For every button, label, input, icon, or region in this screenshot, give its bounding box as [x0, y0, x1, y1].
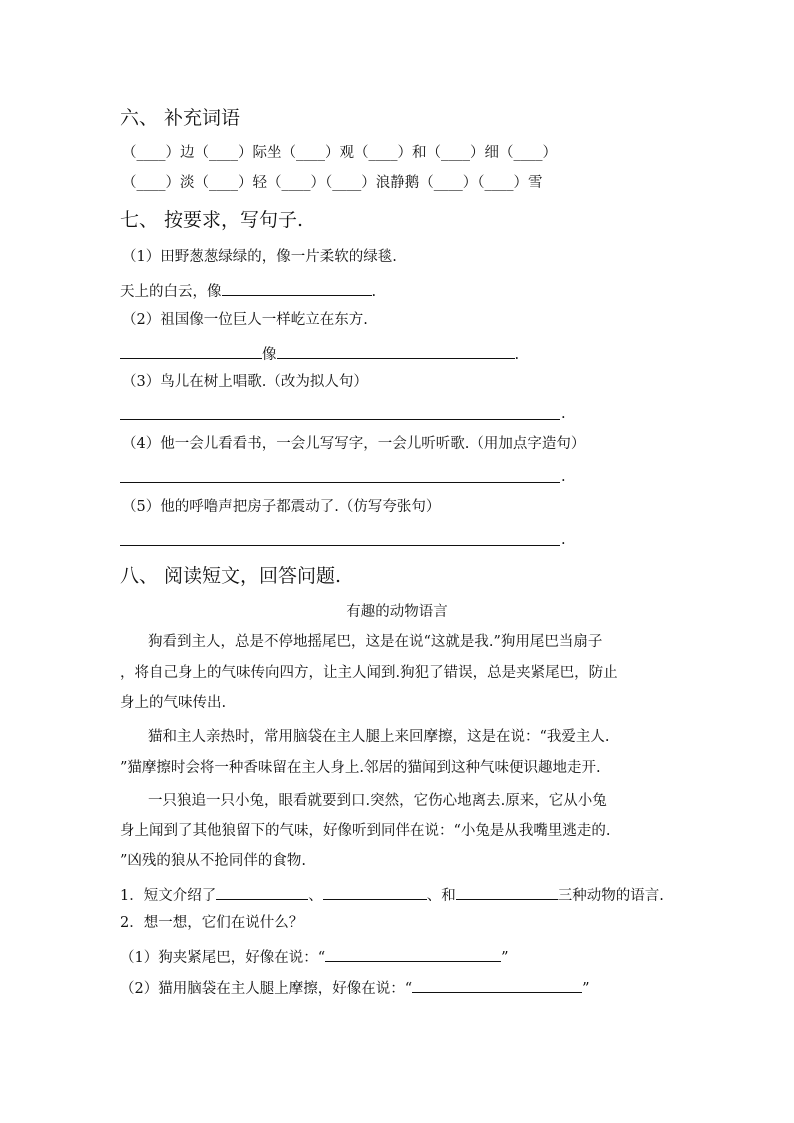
passage-title: 有趣的动物语言 — [346, 604, 448, 620]
answer-blank[interactable] — [325, 947, 501, 962]
passage-line: 身上的气味传出. — [120, 695, 227, 711]
s7-question-1: （1）田野葱葱绿绿的，像一片柔软的绿毯. — [122, 249, 397, 265]
closing-quote: ” — [501, 950, 509, 966]
s7-answer-1 — [120, 281, 376, 300]
section7-heading: 七、 按要求，写句子. — [120, 209, 304, 231]
s8-question-2-2-prefix: （2）猫用脑袋在主人腿上摩擦，好像在说：“ — [120, 981, 413, 997]
period: . — [371, 284, 377, 300]
period: . — [561, 469, 566, 485]
passage-line: 身上闻到了其他狼留下的气味，好像听到同伴在说：“小兔是从我嘴里逃走的. — [120, 823, 611, 839]
s8-question-2-2 — [120, 978, 590, 997]
s7-answer-1-prefix: 天上的白云，像 — [120, 284, 222, 300]
answer-blank[interactable] — [222, 281, 372, 296]
passage-line: ，将自己身上的气味传向四方，让主人闻到.狗犯了错误，总是夹紧尾巴，防止 — [120, 665, 618, 681]
section8-heading: 八、 阅读短文，回答问题. — [120, 565, 342, 587]
s7-question-5: （5）他的呼噜声把房子都震动了.（仿写夸张句） — [122, 499, 441, 515]
answer-line[interactable] — [120, 545, 560, 546]
s8-question-2-1-prefix: （1）狗夹紧尾巴，好像在说：“ — [120, 950, 326, 966]
passage-line: 狗看到主人，总是不停地摇尾巴，这是在说“这就是我.”狗用尾巴当扇子 — [148, 634, 603, 650]
s8-question-1-prefix: 1．短文介绍了 — [120, 888, 217, 904]
s7-answer-2 — [120, 344, 519, 363]
answer-blank[interactable] — [216, 885, 308, 900]
s7-answer-2-mid: 像 — [262, 347, 277, 363]
answer-line[interactable] — [120, 482, 560, 483]
answer-blank[interactable] — [277, 344, 515, 359]
s8-question-2: 2．想一想，它们在说什么？ — [120, 915, 304, 931]
s7-question-3: （3）鸟儿在树上唱歌.（改为拟人句） — [122, 374, 368, 390]
answer-blank[interactable] — [120, 344, 262, 359]
separator: 、 — [308, 888, 323, 904]
period: . — [561, 406, 566, 422]
fill-words-row-2: （____）淡（____）轻（____）（____）浪静鹅（____）（____）雪 — [122, 175, 543, 191]
s8-question-2-1 — [120, 947, 509, 966]
answer-blank[interactable] — [456, 885, 558, 900]
section6-heading: 六、 补充词语 — [120, 107, 241, 129]
passage-line: 猫和主人亲热时，常用脑袋在主人腿上来回摩擦，这是在说：“我爱主人. — [148, 729, 610, 745]
separator: 、和 — [426, 888, 456, 904]
passage-line: ”凶残的狼从不抢同伴的食物. — [120, 853, 307, 869]
period: . — [514, 347, 520, 363]
closing-quote: ” — [582, 981, 590, 997]
period: . — [561, 532, 566, 548]
s7-question-4: （4）他一会儿看看书，一会儿写写字，一会儿听听歌.（用加点字造句） — [122, 436, 586, 452]
passage-line: ”猫摩擦时会将一种香味留在主人身上.邻居的猫闻到这种气味便识趣地走开. — [120, 760, 601, 776]
answer-line[interactable] — [120, 419, 560, 420]
answer-blank[interactable] — [323, 885, 427, 900]
s8-question-1-suffix: 三种动物的语言. — [557, 888, 664, 904]
s8-question-1 — [120, 885, 664, 904]
s7-question-2: （2）祖国像一位巨人一样屹立在东方. — [122, 312, 368, 328]
passage-line: 一只狼追一只小兔，眼看就要到口.突然，它伤心地离去.原来，它从小兔 — [148, 793, 607, 809]
answer-blank[interactable] — [412, 978, 582, 993]
fill-words-row-1: （____）边（____）际坐（____）观（____）和（____）细（____） — [122, 145, 557, 161]
